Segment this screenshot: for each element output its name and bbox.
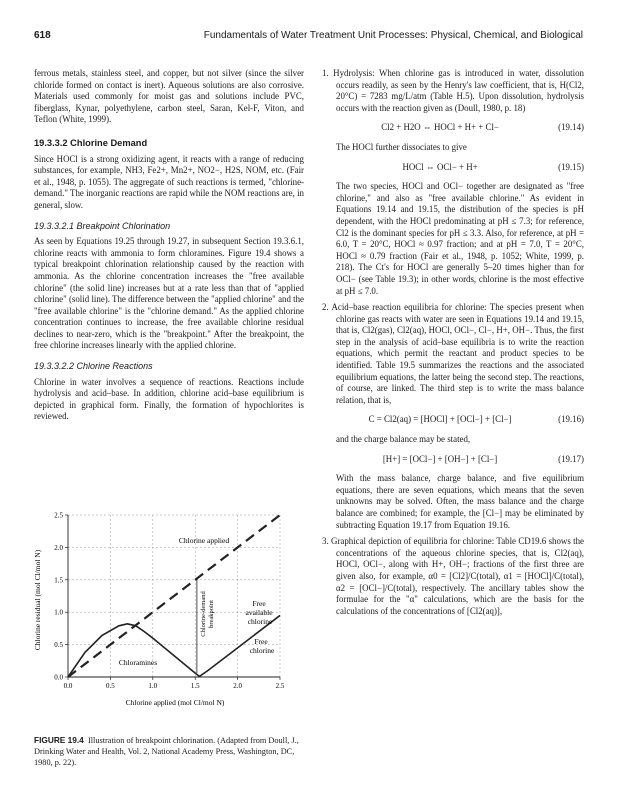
equation-body: [H+] = [OCl−] + [OH−] + [Cl−] [382, 453, 498, 464]
y-axis-label: Chlorine residual (mol Cl/mol N) [33, 549, 42, 651]
equation-19-15 [322, 162, 584, 174]
dissociation-text: The HOCl further dissociates to give [336, 141, 467, 152]
right-column [322, 68, 584, 617]
x-axis-label: Chlorine applied (mol Cl/mol N) [125, 698, 225, 707]
y-tick-label: 1.0 [54, 608, 63, 617]
x-tick-label: 0.0 [63, 682, 73, 690]
intro-paragraph: ferrous metals, stainless steel, and copper, but not silver (since the silver chloride formed on contact is inert). Aqueous solutions are also corrosive. Materials used commonly for moist gas and solutions include PVC, fiberglass, Kynar, polyethylene, carbon steel, Saran, Kel-F, Viton, and Teflon (White, 1999). [34, 68, 304, 125]
y-tick-label: 2.5 [54, 511, 63, 520]
y-tick-label: 2.0 [54, 543, 63, 552]
annotation-chlorine-applied: Chlorine applied [178, 536, 230, 545]
subsection-reactions-heading: 19.3.3.2.2 Chlorine Reactions [34, 361, 153, 372]
series-chlorine-applied [68, 515, 280, 677]
equation-19-16 [322, 414, 584, 426]
mass-balance-paragraph: With the mass balance, charge balance, and five equilibrium equations, there are seven equations, which means that the seven unknowns may be solved. Often, the mass balance and the charge balance are combined; for example, the [Cl−] may be eliminated by subtracting Equation 19.17 from Equation 19.16. [336, 473, 584, 530]
equation-number: (19.16) [558, 414, 584, 425]
demand-paragraph: Since HOCl is a strong oxidizing agent, it reacts with a range of reducing substances, for example, NH3, Fe2+, Mn2+, NO2−, H2S, NOM, etc. (Fair et al., 1948, p. 1055). The aggregate of such reactions is termed, "chlorine-demand." The inorganic reactions are rapid while the NOM reactions are, in general, slow. [34, 153, 304, 210]
figure-caption [34, 735, 304, 768]
equation-body: Cl2 + H2O ⇔ HOCl + H+ + Cl− [381, 122, 499, 133]
x-tick-label: 1.5 [190, 682, 200, 690]
species-paragraph: The two species, HOCl and OCl− together are designated as "free chlorine," and also as "free available chlorine." As evident in Equations 19.14 and 19.15, the distribution of the species is pH dependent, with the HOCl predominating at pH ≤ 7.3; for reference, Cl2 is the dominant species for pH ≤ 3.3. Also, for reference, at pH = 6.0, T = 20°C, HOCl ≈ 0.97 fraction; and at pH = 7.0, T = 20°C, HOCl ≈ 0.79 fraction (Fair et al., 1948, p. 1052; White, 1999, p. 218). The Ct's for HOCl are generally 5–20 times higher than for OCl− (see Table 19.3); in other words, chlorine is the most effective at pH ≤ 7.0. [336, 181, 584, 296]
left-column [34, 68, 304, 423]
annotation-chloramines: Chloramines [118, 658, 158, 667]
equation-19-14 [322, 122, 584, 134]
subsection-breakpoint-heading: 19.3.3.2.1 Breakpoint Chlorination [34, 220, 171, 231]
list-item-hydrolysis: 1. Hydrolysis: When chlorine gas is introduced in water, dissolution occurs readily, as seen by the Henry's law coefficient, that is, H(Cl2, 20°C) = 7283 mg/L/atm (Table H.5). Upon dissolution, hydrolysis occurs with the reaction given as (Doull, 1980, p. 18) [322, 68, 584, 113]
list-item-acid-base: 2. Acid–base reaction equilibria for chlorine: The species present when chlorine gas reacts with water are seen in Equations 19.14 and 19.15, that is, Cl2(gas), Cl2(aq), HOCl, OCl−, Cl−, H+, OH−. Thus, the first step in the analysis of acid–base equilibria is to write the reaction equations, which permit the reactant and product species to be identified. Table 19.5 summarizes the reactions and the associated equilibrium equations, the latter being the second step. The reactions, of course, are linked. The third step is to write the mass balance relation, that is, [322, 302, 584, 405]
equation-19-17 [322, 454, 584, 466]
breakpoint-chart [28, 505, 312, 710]
page-number: 618 [34, 30, 51, 41]
equation-number: (19.17) [558, 453, 584, 464]
charge-balance-text: and the charge balance may be stated, [336, 434, 471, 445]
y-tick-label: 1.5 [54, 576, 63, 585]
x-tick-label: 1.0 [148, 682, 158, 690]
y-tick-label: 0.5 [54, 641, 63, 650]
equation-number: (19.15) [558, 161, 584, 172]
reactions-paragraph: Chlorine in water involves a sequence of reactions. Reactions include hydrolysis and acid–base. In addition, chlorine acid–base equilibrium is depicted in graphical form. Finally, the formation of hypochlorites is reviewed. [34, 376, 304, 422]
annotation-chlorine-demand-breakpoint: Chlorine-demandbreakpoint [200, 591, 215, 637]
figure-caption-label: FIGURE 19.4 [34, 735, 84, 745]
breakpoint-paragraph: As seen by Equations 19.25 through 19.27, in subsequent Section 19.3.6.1, chlorine reacts with ammonia to form chloramines. Figure 19.4 shows a typical breakpoint chlorination relationship caused by the reaction with ammonia. As the chlorine concentration increases the "free available chlorine" (the solid line) increases but at a rate less than that of "applied chlorine" (solid line). The difference between the "applied chlorine" and the "free available chlorine" is the "chlorine demand." As the applied chlorine concentration continues to increase, the free available chlorine residual declines to near-zero, which is the "breakpoint." After the breakpoint, the free chlorine increases linearly with the applied chlorine. [34, 236, 304, 351]
equation-number: (19.14) [558, 122, 584, 133]
annotation-free-available-chlorine: Free available chlorine [245, 599, 273, 626]
section-heading: 19.3.3.2 Chlorine Demand [34, 137, 148, 148]
y-tick-label: 0.0 [54, 673, 63, 682]
x-tick-label: 2.0 [233, 682, 242, 690]
figure-caption-text: Illustration of breakpoint chlorination. (Adapted from Doull, J., Drinking Water and Health, Vol. 2, National Academy Press, Washington, DC, 1980, p. 22). [34, 736, 299, 767]
x-tick-label: 2.5 [275, 682, 285, 690]
list-item-graphical: 3. Graphical depiction of equilibria for chlorine: Table CD19.6 shows the concentrations of the aqueous chlorine species, that is, Cl2(aq), HOCl, OCl−, along with H+, OH−; fractions of the first three are given also, for example, α0 = [Cl2]/C(total), α1 = [HOCl]/C(total), α2 = [OCl−]/C(total), respectively. The ancillary tables show the formulae for the "α" calculations, which are the basis for the calculations of the concentrations of [Cl2(aq)], [322, 536, 584, 616]
x-tick-label: 0.5 [106, 682, 115, 690]
equation-body: HOCl ⇔ OCl− + H+ [402, 161, 478, 172]
running-title: Fundamentals of Water Treatment Unit Processes: Physical, Chemical, and Biological [203, 30, 583, 41]
equation-body: C = Cl2(aq) = [HOCl] + [OCl−] + [Cl−] [368, 414, 512, 425]
annotation-free-chlorine: Free chlorine [249, 637, 275, 655]
